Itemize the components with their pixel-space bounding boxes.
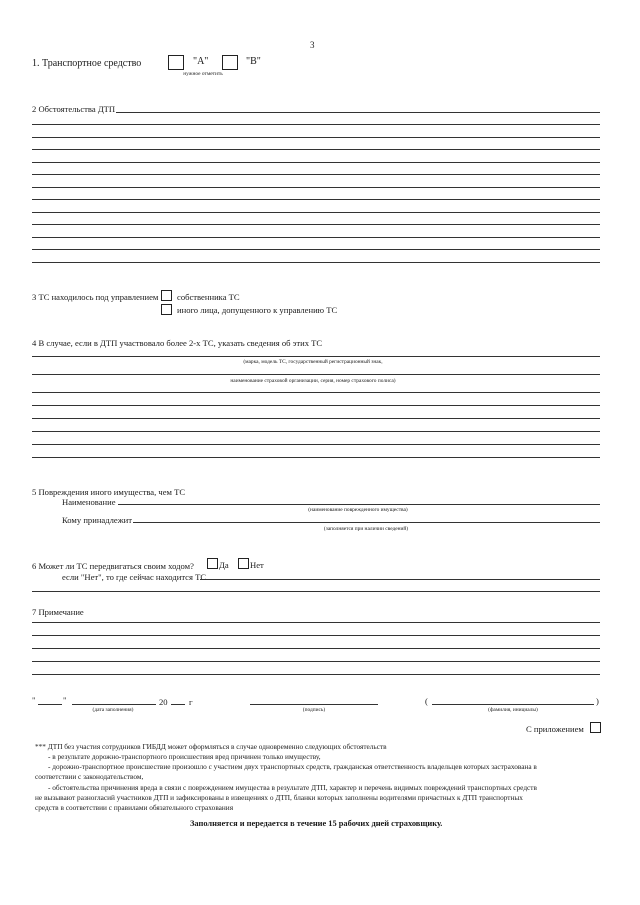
full-name-line[interactable] — [432, 704, 594, 705]
vehicle-location-line[interactable] — [200, 579, 600, 580]
section-4-label: 4 В случае, если в ДТП участвовало более 2-х ТС, указать сведения об этих ТС — [32, 338, 323, 348]
footnote-line: - обстоятельства причинения вреда в связи с повреждением имущества в результате ДТП, характер и перечень видимых повреждений транспортных средств — [48, 783, 537, 792]
section-2-label: 2 Обстоятельства ДТП — [32, 104, 116, 114]
other-vehicles-hint-1: (марка, модель ТС, государственный регистрационный знак, — [243, 359, 383, 365]
other-vehicles-line[interactable] — [32, 356, 600, 357]
circumstances-line[interactable] — [32, 187, 600, 188]
vehicle-hint: нужное отметить — [183, 71, 223, 77]
section-5-label: 5 Повреждения иного имущества, чем ТС — [32, 487, 186, 497]
driver-other-label: иного лица, допущенного к управлению ТС — [177, 305, 338, 315]
notes-line[interactable] — [32, 622, 600, 623]
footnote-line: не вызывают разногласий участников ДТП и зафиксированы в извещениях о ДТП, бланки которых заполнены водителями причастных к ДТП транспортных — [35, 793, 523, 802]
name-paren-close: ) — [596, 696, 599, 706]
vehicle-location-line[interactable] — [32, 591, 600, 592]
footnote-line: *** ДТП без участия сотрудников ГИБДД может оформляться в случае одновременно следующих обстоятельств — [35, 742, 387, 751]
circumstances-line[interactable] — [116, 112, 600, 113]
other-vehicles-line[interactable] — [32, 431, 600, 432]
circumstances-line[interactable] — [32, 212, 600, 213]
can-move-yes-label: Да — [219, 560, 229, 570]
circumstances-line[interactable] — [32, 149, 600, 150]
can-move-no-label: Нет — [250, 560, 264, 570]
circumstances-line[interactable] — [32, 174, 600, 175]
date-year-line[interactable] — [171, 704, 185, 705]
circumstances-line[interactable] — [32, 249, 600, 250]
circumstances-line[interactable] — [32, 137, 600, 138]
can-move-yes-checkbox[interactable] — [207, 558, 218, 569]
notes-line[interactable] — [32, 674, 600, 675]
property-name-line[interactable] — [118, 504, 600, 505]
property-owner-label: Кому принадлежит — [62, 515, 132, 525]
property-owner-hint: (заполняется при наличии сведений) — [323, 526, 409, 532]
date-hint: (дата заполнения) — [92, 707, 134, 713]
footnote-line: - дорожно-транспортное происшествие произошло с участием двух транспортных средств, гражданская ответственность владельцев которых застрахована в — [48, 762, 537, 771]
submission-note: Заполняется и передается в течение 15 рабочих дней страховщику. — [190, 819, 443, 828]
other-vehicles-line[interactable] — [32, 444, 600, 445]
can-move-no-checkbox[interactable] — [238, 558, 249, 569]
other-vehicles-line[interactable] — [32, 392, 600, 393]
page-number: 3 — [310, 40, 315, 50]
other-vehicles-line[interactable] — [32, 457, 600, 458]
footnote-line: средств в соответствии с правилами обязательного страхования — [35, 803, 234, 812]
section-6-label: 6 Может ли ТС передвигаться своим ходом? — [32, 561, 194, 571]
driver-other-checkbox[interactable] — [161, 304, 172, 315]
attachment-checkbox[interactable] — [590, 722, 601, 733]
date-quote-close: " — [63, 695, 67, 705]
vehicle-b-label: "В" — [246, 56, 261, 67]
notes-line[interactable] — [32, 635, 600, 636]
date-month-line[interactable] — [72, 704, 156, 705]
section-3-label: 3 ТС находилось под управлением — [32, 292, 159, 302]
driver-owner-checkbox[interactable] — [161, 290, 172, 301]
circumstances-line[interactable] — [32, 199, 600, 200]
circumstances-line[interactable] — [32, 124, 600, 125]
signature-line[interactable] — [250, 704, 378, 705]
notes-line[interactable] — [32, 661, 600, 662]
circumstances-line[interactable] — [32, 162, 600, 163]
date-quote-open: " — [32, 695, 36, 705]
date-day-line[interactable] — [38, 704, 62, 705]
footnote-line: соответствии с законодательством, — [35, 772, 144, 781]
notes-line[interactable] — [32, 648, 600, 649]
vehicle-a-label: "А" — [193, 56, 209, 67]
vehicle-location-label: если "Нет", то где сейчас находится ТС — [62, 572, 207, 582]
other-vehicles-hint-2: наименование страховой организации, серия, номер страхового полиса) — [230, 378, 396, 384]
vehicle-a-checkbox[interactable] — [168, 55, 184, 70]
other-vehicles-line[interactable] — [32, 418, 600, 419]
section-1-label: 1. Транспортное средство — [32, 58, 142, 69]
date-year-prefix: 20 — [159, 697, 168, 707]
section-7-label: 7 Примечание — [32, 607, 84, 617]
property-name-hint: (наименование поврежденного имущества) — [308, 507, 408, 513]
vehicle-b-checkbox[interactable] — [222, 55, 238, 70]
signature-hint: (подпись) — [302, 707, 326, 713]
other-vehicles-line[interactable] — [32, 405, 600, 406]
footnote-line: - в результате дорожно-транспортного происшествия вред причинен только имуществу, — [48, 752, 321, 761]
name-paren-open: ( — [425, 696, 428, 706]
driver-owner-label: собственника ТС — [177, 292, 240, 302]
circumstances-line[interactable] — [32, 237, 600, 238]
circumstances-line[interactable] — [32, 262, 600, 263]
property-name-label: Наименование — [62, 497, 116, 507]
property-owner-line[interactable] — [133, 522, 600, 523]
circumstances-line[interactable] — [32, 224, 600, 225]
date-year-suffix: г — [189, 697, 193, 707]
attachment-label: С приложением — [526, 724, 584, 734]
other-vehicles-line[interactable] — [32, 374, 600, 375]
full-name-hint: (фамилия, инициалы) — [488, 707, 538, 713]
